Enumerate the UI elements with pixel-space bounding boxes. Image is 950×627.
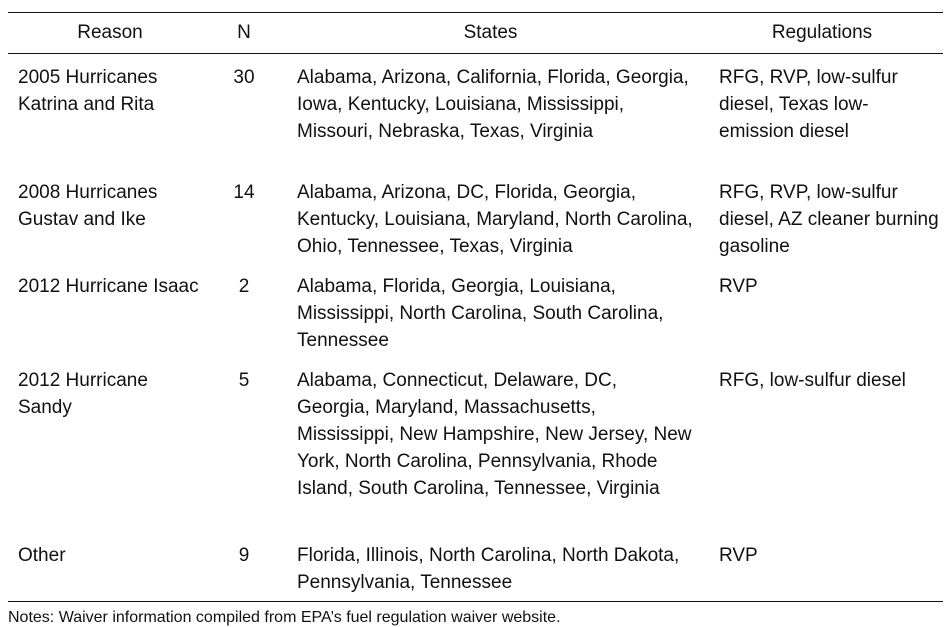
row-n: 9: [238, 545, 250, 566]
row-reason: 2008 Hurricanes Gustav and Ike: [18, 182, 158, 230]
row-n: 5: [238, 370, 250, 391]
row-regulations: RFG, low-sulfur diesel: [719, 370, 906, 391]
row-states: Florida, Illinois, North Carolina, North Dakota, Pennsylvania, Tennessee: [297, 545, 680, 593]
header-reason: Reason: [77, 22, 143, 43]
header-regulations: Regulations: [771, 22, 873, 43]
row-regulations: RFG, RVP, low-sulfur diesel, AZ cleaner burning gasoline: [719, 182, 939, 257]
row-regulations: RVP: [719, 276, 758, 297]
row-reason: Other: [18, 545, 66, 566]
row-n: 2: [238, 276, 250, 297]
row-regulations: RVP: [719, 545, 758, 566]
row-regulations: RFG, RVP, low-sulfur diesel, Texas low-emission diesel: [719, 67, 898, 142]
table-bottom-rule: [8, 601, 943, 602]
table-row: [8, 174, 943, 270]
header-states: States: [463, 22, 518, 43]
row-reason: 2005 Hurricanes Katrina and Rita: [18, 67, 158, 115]
table-header-row: [8, 13, 943, 53]
row-reason: 2012 Hurricane Isaac: [18, 276, 199, 297]
header-n: N: [237, 22, 251, 43]
table-row: [8, 270, 943, 366]
row-reason: 2012 Hurricane Sandy: [18, 370, 148, 418]
table-row: [8, 54, 943, 174]
row-states: Alabama, Arizona, DC, Florida, Georgia, Kentucky, Louisiana, Maryland, North Carolina, Ohio, Tennessee, Texas, Virginia: [297, 182, 693, 257]
row-n: 14: [233, 182, 255, 203]
row-states: Alabama, Florida, Georgia, Louisiana, Mississippi, North Carolina, South Carolina, Tennessee: [297, 276, 664, 351]
row-n: 30: [233, 67, 255, 88]
table-row: [8, 541, 943, 601]
row-states: Alabama, Connecticut, Delaware, DC, Georgia, Maryland, Massachusetts, Mississippi, New Hampshire, New Jersey, New York, North Carolina, Pennsylvania, Rhode Island, South Carolina, Tennessee, Virginia: [297, 370, 692, 499]
table-row: [8, 366, 943, 541]
waiver-table: [8, 12, 943, 602]
table-note: Notes: Waiver information compiled from EPA’s fuel regulation waiver website.: [8, 609, 561, 626]
row-states: Alabama, Arizona, California, Florida, Georgia, Iowa, Kentucky, Louisiana, Mississippi, Missouri, Nebraska, Texas, Virginia: [297, 67, 689, 142]
